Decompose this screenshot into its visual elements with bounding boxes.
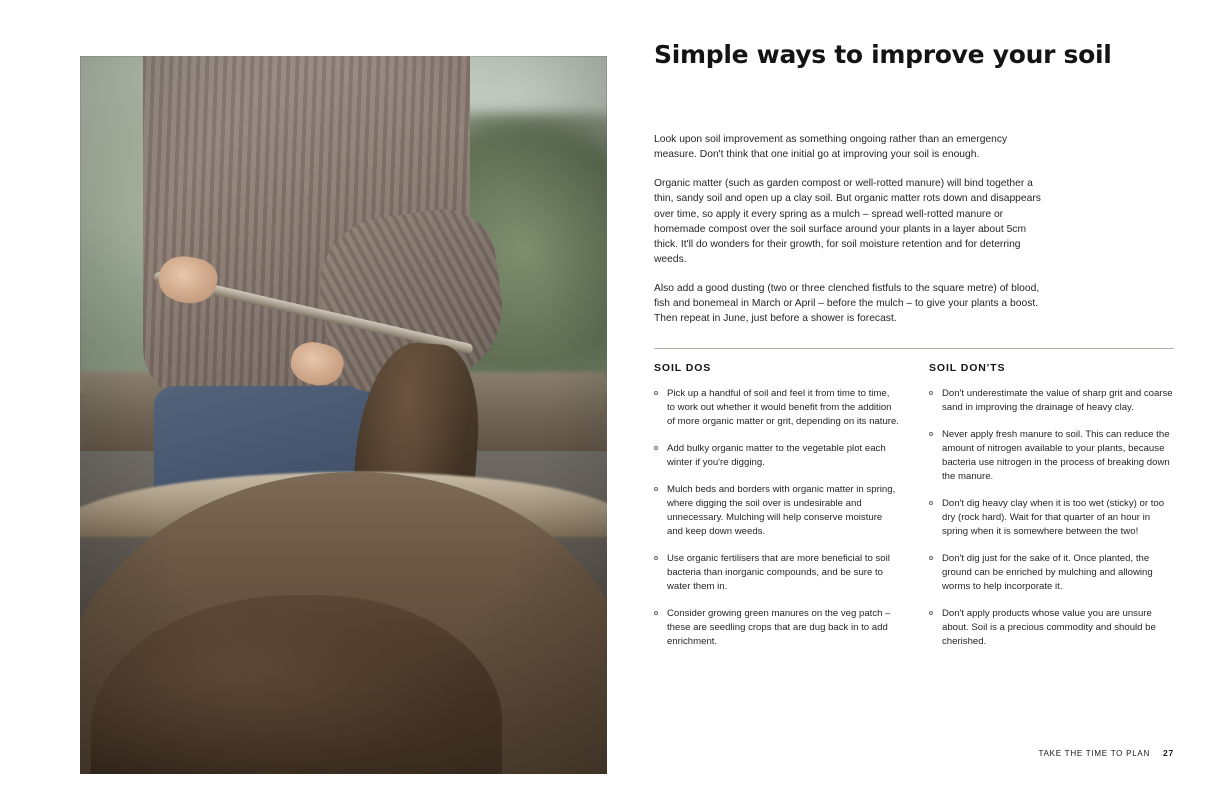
- bullet-circle-icon: [654, 556, 658, 560]
- page-footer: [1039, 748, 1174, 758]
- intro-paragraph-3: Also add a good dusting (two or three clenched fistfuls to the square metre) of blood, fish and bonemeal in March or April – before the mulch – to give your plants a boost. Then repeat in June, just before a shower is forecast.: [654, 283, 1040, 325]
- list-item: [929, 607, 1174, 649]
- tips-columns: [654, 362, 1174, 649]
- list-item: [929, 387, 1174, 415]
- list-item-text: Never apply fresh manure to soil. This can reduce the amount of nitrogen available to your plants, because bacteria use nitrogen in the process of breaking down the manure.: [942, 429, 1170, 483]
- bullet-circle-icon: [654, 391, 658, 395]
- list-item-text: Add bulky organic matter to the vegetable plot each winter if you're digging.: [667, 443, 886, 469]
- list-item-text: Pick up a handful of soil and feel it from time to time, to work out whether it would benefit from the addition of more organic matter or grit, depending on its nature.: [667, 388, 899, 428]
- soil-dos-column: [654, 362, 899, 649]
- soil-donts-column: [929, 362, 1174, 649]
- soil-photograph: [80, 56, 607, 774]
- list-item-text: Don't dig just for the sake of it. Once planted, the ground can be enriched by mulching and allowing worms to help incorporate it.: [942, 553, 1153, 593]
- list-item-text: Don't dig heavy clay when it is too wet (sticky) or too dry (rock hard). Wait for that quarter of an hour in spring when it is somewhere between the two!: [942, 498, 1165, 538]
- page-number: 27: [1163, 748, 1174, 758]
- list-item: [929, 552, 1174, 594]
- intro-paragraph-2: Organic matter (such as garden compost or well-rotted manure) will bind together a thin, sandy soil and open up a clay soil. But organic matter rots down and disappears over time, so apply it every spring as a mulch – spread well-rotted manure or homemade compost over the soil surface around your plants in a layer about 5cm thick. It'll do wonders for their growth, for soil moisture retention and for deterring weeds.: [654, 178, 1041, 265]
- list-item: [654, 607, 899, 649]
- soil-dos-heading: SOIL DOS: [654, 362, 712, 375]
- intro-paragraph-1: Look upon soil improvement as something ongoing rather than an emergency measure. Don't think that one initial go at improving your soil is enough.: [654, 134, 1008, 161]
- page-title: Simple ways to improve your soil: [654, 40, 1112, 69]
- photo-vignette: [80, 56, 607, 774]
- list-item: [654, 483, 899, 539]
- article-content: [654, 40, 1174, 649]
- list-item-text: Don't apply products whose value you are unsure about. Soil is a precious commodity and should be cherished.: [942, 608, 1156, 648]
- bullet-circle-icon: [929, 556, 933, 560]
- soil-dos-list: [654, 387, 899, 649]
- list-item-text: Mulch beds and borders with organic matter in spring, where digging the soil over is undesirable and unnecessary. Mulching will help conserve moisture and keep down weeds.: [667, 484, 896, 538]
- photo-illustration: [80, 56, 607, 774]
- bullet-circle-icon: [929, 611, 933, 615]
- list-item: [654, 387, 899, 429]
- section-divider: [654, 348, 1174, 349]
- bullet-circle-icon: [654, 487, 658, 491]
- list-item: [929, 428, 1174, 484]
- list-item: [654, 552, 899, 594]
- list-item: [929, 497, 1174, 539]
- list-item-text: Don't underestimate the value of sharp grit and coarse sand in improving the drainage of heavy clay.: [942, 388, 1173, 414]
- list-item: [654, 442, 899, 470]
- bullet-circle-icon: [929, 501, 933, 505]
- soil-donts-list: [929, 387, 1174, 649]
- bullet-circle-icon: [654, 611, 658, 615]
- running-head: TAKE THE TIME TO PLAN: [1038, 749, 1151, 758]
- intro-body: [654, 132, 1174, 326]
- list-item-text: Use organic fertilisers that are more beneficial to soil bacteria than inorganic compounds, and be sure to water them in.: [667, 553, 890, 593]
- bullet-circle-icon: [929, 391, 933, 395]
- bullet-circle-icon: [654, 446, 658, 450]
- list-item-text: Consider growing green manures on the veg patch – these are seedling crops that are dug back in to add enrichment.: [667, 608, 891, 648]
- soil-donts-heading: SOIL DON'TS: [929, 362, 1006, 375]
- bullet-circle-icon: [929, 432, 933, 436]
